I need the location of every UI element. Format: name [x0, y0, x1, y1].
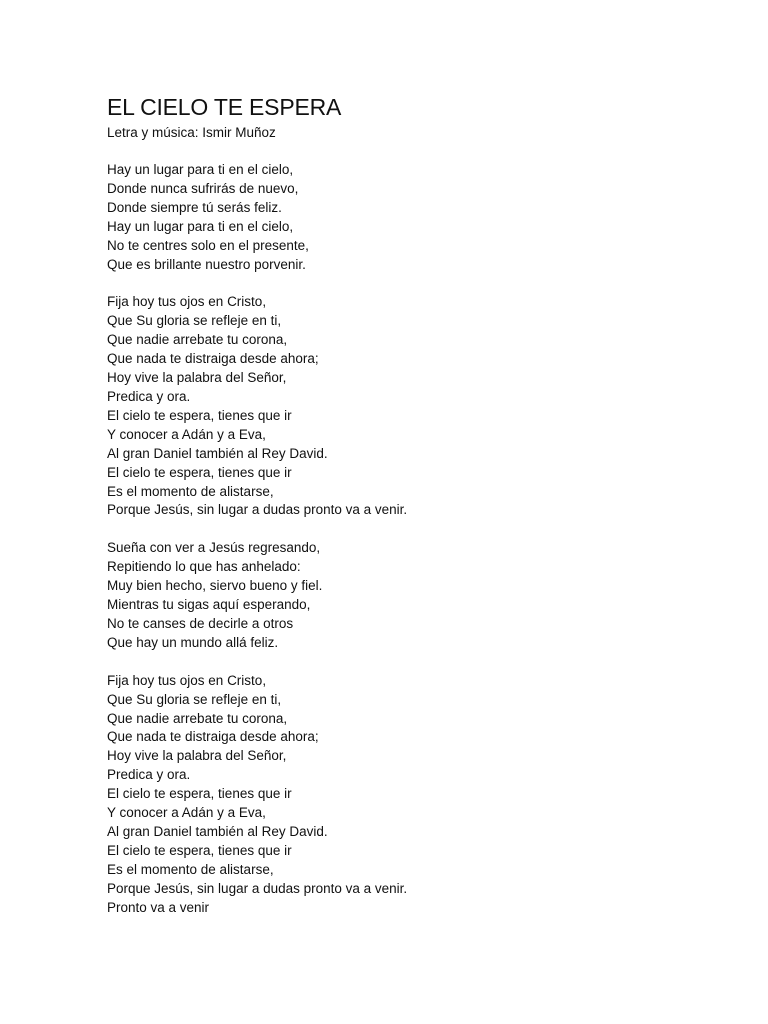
lyric-line: Muy bien hecho, siervo bueno y fiel. — [107, 578, 323, 594]
lyric-line: Que Su gloria se refleje en ti, — [107, 313, 282, 329]
song-credits: Letra y música: Ismir Muñoz — [107, 125, 276, 140]
lyric-line: Que nadie arrebate tu corona, — [107, 332, 288, 348]
lyric-line: Que es brillante nuestro porvenir. — [107, 256, 306, 272]
stanza-3 — [107, 539, 707, 652]
lyric-line: Y conocer a Adán y a Eva, — [107, 426, 266, 442]
document-content — [107, 92, 707, 918]
stanza-1 — [107, 161, 707, 274]
lyric-line: El cielo te espera, tienes que ir — [107, 786, 292, 802]
lyric-line: El cielo te espera, tienes que ir — [107, 842, 292, 858]
lyric-line: Sueña con ver a Jesús regresando, — [107, 540, 321, 556]
lyric-line: Hay un lugar para ti en el cielo, — [107, 218, 294, 234]
stanza-2 — [107, 293, 707, 520]
lyric-line: Hoy vive la palabra del Señor, — [107, 748, 287, 764]
lyric-line: Hay un lugar para ti en el cielo, — [107, 162, 294, 177]
lyric-line: Donde siempre tú serás feliz. — [107, 199, 282, 215]
lyric-line: Hoy vive la palabra del Señor, — [107, 370, 287, 386]
lyric-line: Fija hoy tus ojos en Cristo, — [107, 672, 267, 688]
lyric-line: El cielo te espera, tienes que ir — [107, 464, 292, 480]
lyric-line: Que hay un mundo allá feliz. — [107, 634, 279, 650]
lyric-line: Predica y ora. — [107, 388, 191, 404]
lyric-line: Que nada te distraiga desde ahora; — [107, 729, 319, 745]
lyric-line: Que nada te distraiga desde ahora; — [107, 351, 319, 367]
lyric-line: Es el momento de alistarse, — [107, 861, 274, 877]
lyric-line: Donde nunca sufrirás de nuevo, — [107, 180, 299, 196]
lyrics-body — [107, 161, 707, 918]
stanza-4 — [107, 672, 707, 918]
lyric-line: El cielo te espera, tienes que ir — [107, 407, 292, 423]
lyric-line: Que Su gloria se refleje en ti, — [107, 691, 282, 707]
lyric-line: Fija hoy tus ojos en Cristo, — [107, 294, 267, 310]
lyric-line: Porque Jesús, sin lugar a dudas pronto va a venir. — [107, 880, 408, 896]
lyric-line: Predica y ora. — [107, 767, 191, 783]
song-title: EL CIELO TE ESPERA — [107, 94, 342, 120]
lyric-line: Repitiendo lo que has anhelado: — [107, 559, 301, 575]
lyric-line: Mientras tu sigas aquí esperando, — [107, 597, 311, 613]
lyric-line: Al gran Daniel también al Rey David. — [107, 824, 328, 839]
lyric-line: No te canses de decirle a otros — [107, 615, 294, 631]
lyric-line: Porque Jesús, sin lugar a dudas pronto va a venir. — [107, 502, 408, 518]
lyric-line: Pronto va a venir — [107, 899, 210, 915]
lyric-line: Al gran Daniel también al Rey David. — [107, 445, 328, 461]
lyric-line: Que nadie arrebate tu corona, — [107, 710, 288, 726]
lyric-line: No te centres solo en el presente, — [107, 237, 309, 253]
lyric-line: Es el momento de alistarse, — [107, 483, 274, 499]
lyric-line: Y conocer a Adán y a Eva, — [107, 805, 266, 821]
